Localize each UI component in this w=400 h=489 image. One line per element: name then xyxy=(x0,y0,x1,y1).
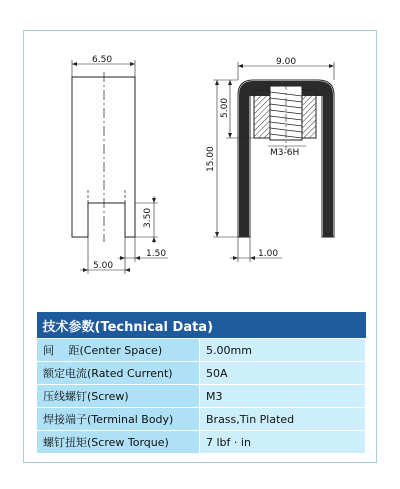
dim-left-top: 6.50 xyxy=(92,55,113,65)
dim-right-total: 15.00 xyxy=(206,146,216,172)
table-row xyxy=(37,339,366,362)
row-value: Brass,Tin Plated xyxy=(200,408,366,431)
left-view xyxy=(72,60,168,274)
tech-data-table xyxy=(36,312,366,454)
dim-left-slot: 3.50 xyxy=(143,207,153,228)
row-value: 5.00mm xyxy=(200,339,366,362)
dim-right-head: 5.00 xyxy=(220,97,230,118)
table-row xyxy=(37,362,366,385)
table-row xyxy=(37,431,366,454)
dim-right-pin: 1.00 xyxy=(258,249,279,259)
table-row xyxy=(37,408,366,431)
right-leg-left xyxy=(239,96,249,237)
table-row xyxy=(37,385,366,408)
row-label: 螺钉扭矩(Screw Torque) xyxy=(37,431,200,454)
table-title: 技术参数(Technical Data) xyxy=(37,312,366,339)
right-leg-right xyxy=(323,96,333,237)
row-value: 7 lbf · in xyxy=(200,431,366,454)
row-value: M3 xyxy=(200,385,366,408)
row-label: 额定电流(Rated Current) xyxy=(37,362,200,385)
dim-thread: M3-6H xyxy=(270,148,300,158)
row-label: 压线螺钉(Screw) xyxy=(37,385,200,408)
row-value: 50A xyxy=(200,362,366,385)
row-label: 焊接端子(Terminal Body) xyxy=(37,408,200,431)
dim-right-top: 9.00 xyxy=(276,57,297,67)
row-label: 间 距(Center Space) xyxy=(37,339,200,362)
right-view xyxy=(213,62,334,262)
left-body-outline xyxy=(72,77,135,237)
dim-left-pin: 1.50 xyxy=(146,249,167,259)
dim-left-bottom: 5.00 xyxy=(93,261,114,271)
